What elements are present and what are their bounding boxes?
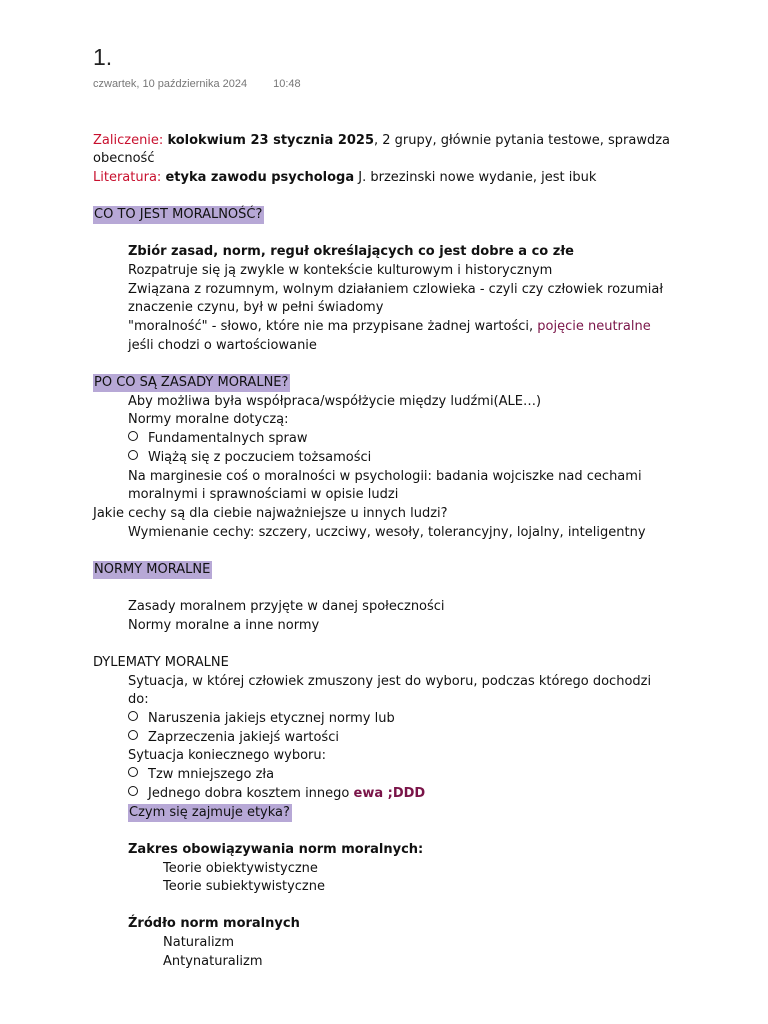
heading-text: Czym się zajmuje etyka? (129, 805, 290, 820)
circle-bullet-icon (128, 711, 138, 721)
list-item (128, 449, 371, 467)
s6-item-2: Antynaturalizm (163, 954, 263, 969)
heading-text: CO TO JEST MORALNOŚĆ? (94, 207, 263, 222)
list-item-text: Tzw mniejszego zła (148, 767, 275, 782)
heading-text: NORMY MORALNE (94, 562, 211, 577)
s2-line-1: Aby możliwa była współpraca/współżycie między ludźmi(ALE…) (128, 394, 542, 409)
page-title: 1. (93, 44, 113, 70)
circle-bullet-icon (128, 730, 138, 740)
s1-line-5-highlight: pojęcie neutralne (537, 319, 651, 334)
section-heading-zasady (93, 374, 290, 392)
list-item (128, 766, 274, 784)
list-item-text: Wiążą się z poczuciem tożsamości (148, 450, 372, 465)
list-item (128, 710, 395, 728)
s2-line-2: Normy moralne dotyczą: (128, 412, 289, 427)
heading-text: PO CO SĄ ZASADY MORALNE? (94, 375, 289, 390)
list-item-text: Naruszenia jakiejs etycznej normy lub (148, 711, 395, 726)
s1-line-6: jeśli chodzi o wartościowanie (128, 338, 317, 353)
s3-line-2: Normy moralne a inne normy (128, 618, 320, 633)
s2-line-3: Na marginesie coś o moralności w psychologii: badania wojciszke nad cechami (128, 469, 642, 484)
s1-line-5 (128, 318, 651, 336)
s1-line-1: Zbiór zasad, norm, reguł określających co jest dobre a co złe (128, 244, 574, 259)
s5-item-2: Teorie subiektywistyczne (163, 879, 325, 894)
s2-line-5: Jakie cechy są dla ciebie najważniejsze u innych ludzi? (93, 506, 448, 521)
s1-line-2: Rozpatruje się ją zwykle w kontekście kulturowym i historycznym (128, 263, 553, 278)
s4-line-2: do: (128, 692, 149, 707)
list-item-text: Jednego dobra kosztem innego (148, 786, 354, 801)
zaliczenie-date: kolokwium 23 stycznia 2025 (167, 133, 374, 148)
literatura-label: Literatura: (93, 170, 162, 185)
s2-line-6: Wymienanie cechy: szczery, uczciwy, wesoły, tolerancyjny, lojalny, inteligentny (128, 525, 646, 540)
literatura-rest: J. brzezinski nowe wydanie, jest ibuk (354, 170, 597, 185)
zaliczenie-rest: , 2 grupy, głównie pytania testowe, sprawdza (374, 133, 671, 148)
section-heading-normy (93, 561, 212, 579)
circle-bullet-icon (128, 450, 138, 460)
s6-item-1: Naturalizm (163, 935, 235, 950)
list-item (128, 430, 307, 448)
list-item (128, 785, 425, 803)
s3-line-1: Zasady moralnem przyjęte w danej społeczności (128, 599, 445, 614)
circle-bullet-icon (128, 786, 138, 796)
s4-line-3: Sytuacja koniecznego wyboru: (128, 748, 327, 763)
s4-line-1: Sytuacja, w której człowiek zmuszony jest do wyboru, podczas którego dochodzi (128, 674, 652, 689)
s1-line-3: Związana z rozumnym, wolnym działaniem czlowieka - czyli czy człowiek rozumiał (128, 282, 664, 297)
zaliczenie-label: Zaliczenie: (93, 133, 164, 148)
section-heading-moralnosc (93, 206, 264, 224)
section-heading-zakres: Zakres obowiązywania norm moralnych: (128, 842, 424, 857)
page-date: czwartek, 10 października 2024 (93, 78, 248, 90)
circle-bullet-icon (128, 431, 138, 441)
page-time: 10:48 (273, 78, 301, 90)
list-item-text: Zaprzeczenia jakiejś wartości (148, 730, 339, 745)
list-item-text: Fundamentalnych spraw (148, 431, 308, 446)
list-item-highlight: ewa ;DDD (353, 786, 426, 801)
zaliczenie-cont: obecność (93, 151, 155, 166)
circle-bullet-icon (128, 767, 138, 777)
s5-item-1: Teorie obiektywistyczne (163, 861, 318, 876)
section-heading-etyka (128, 804, 292, 822)
section-heading-dylematy: DYLEMATY MORALNE (93, 655, 229, 670)
s1-line-4: znaczenie czynu, był w pełni świadomy (128, 300, 384, 315)
list-item (128, 729, 339, 747)
zaliczenie-line (93, 132, 670, 150)
s1-line-5-text: "moralność" - słowo, które nie ma przypisane żadnej wartości, (128, 319, 538, 334)
literatura-line (93, 169, 596, 187)
page-meta (93, 78, 301, 90)
literatura-title: etyka zawodu psychologa (165, 170, 355, 185)
section-heading-zrodlo: Źródło norm moralnych (128, 916, 300, 931)
s2-line-4: moralnymi i sprawnościami w opisie ludzi (128, 487, 399, 502)
